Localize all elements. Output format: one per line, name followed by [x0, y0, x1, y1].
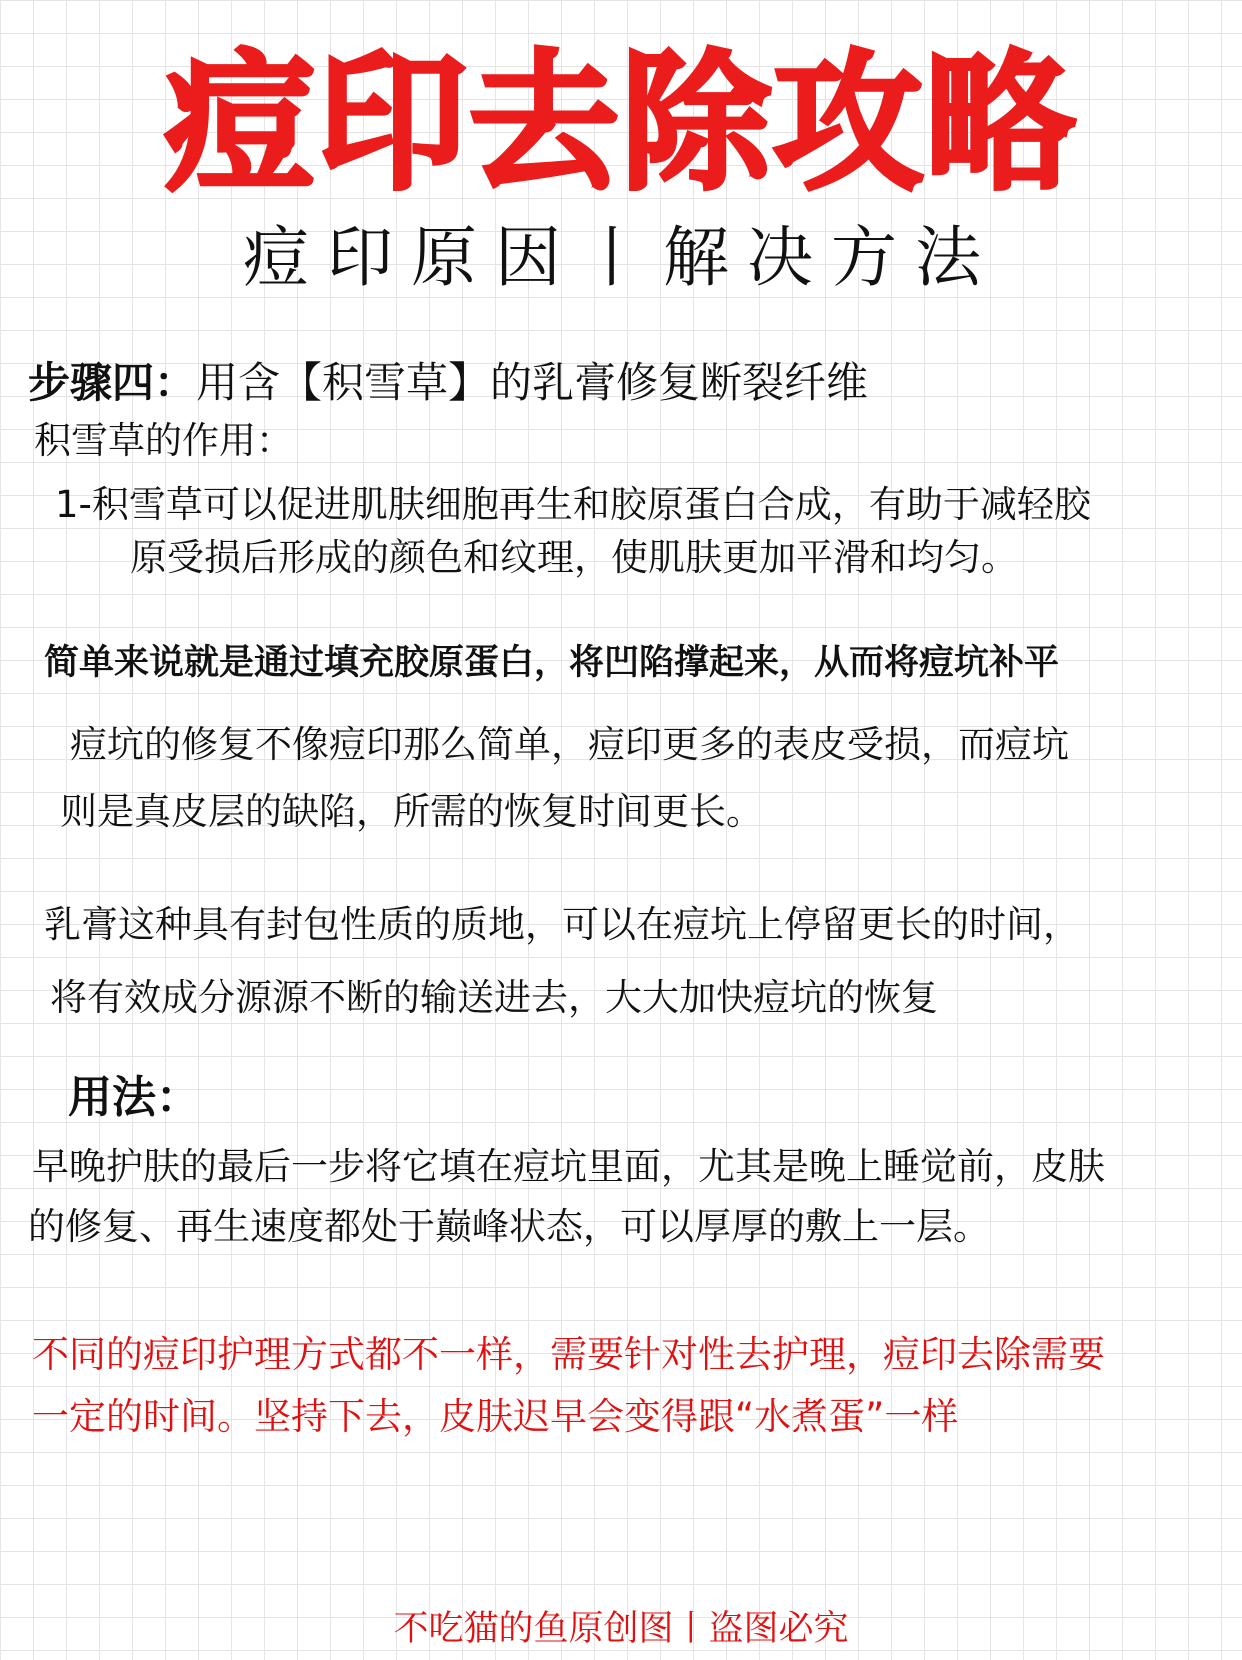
para1-line-1: 痘坑的修复不像痘印那么简单，痘印更多的表皮受损，而痘坑	[70, 723, 1069, 766]
copyright-footer: 不吃猫的鱼原创图丨盗图必究	[393, 1609, 849, 1649]
usage-heading: 用法：	[68, 1072, 200, 1123]
para1-line-2: 则是真皮层的缺陷，所需的恢复时间更长。	[60, 790, 763, 833]
page-subtitle: 痘印原因丨解决方法	[243, 219, 999, 296]
effect-line-2: 原受损后形成的颜色和纹理，使肌肤更加平滑和均匀。	[130, 536, 1018, 579]
para2-line-1: 乳膏这种具有封包性质的质地，可以在痘坑上停留更长的时间，	[44, 903, 1080, 946]
step-label: 步骤四：	[28, 358, 197, 407]
effect-heading: 积雪草的作用：	[34, 419, 293, 462]
summary-line: 简单来说就是通过填充胶原蛋白，将凹陷撑起来，从而将痘坑补平	[44, 643, 1060, 683]
page-title: 痘印去除攻略	[164, 37, 1077, 211]
usage-line-1: 早晚护肤的最后一步将它填在痘坑里面，尤其是晚上睡觉前，皮肤	[32, 1145, 1105, 1188]
note-line-2: 一定的时间。坚持下去，皮肤迟早会变得跟“水煮蛋”一样	[32, 1395, 959, 1438]
usage-line-2: 的修复、再生速度都处于巅峰状态，可以厚厚的敷上一层。	[28, 1205, 990, 1248]
para2-line-2: 将有效成分源源不断的输送进去，大大加快痘坑的恢复	[50, 976, 938, 1019]
step-text: 用含【积雪草】的乳膏修复断裂纤维	[196, 358, 869, 407]
step-heading	[28, 355, 868, 411]
effect-line-1: 1-积雪草可以促进肌肤细胞再生和胶原蛋白合成，有助于减轻胶	[55, 483, 1091, 526]
note-line-1: 不同的痘印护理方式都不一样，需要针对性去护理，痘印去除需要	[32, 1333, 1105, 1376]
